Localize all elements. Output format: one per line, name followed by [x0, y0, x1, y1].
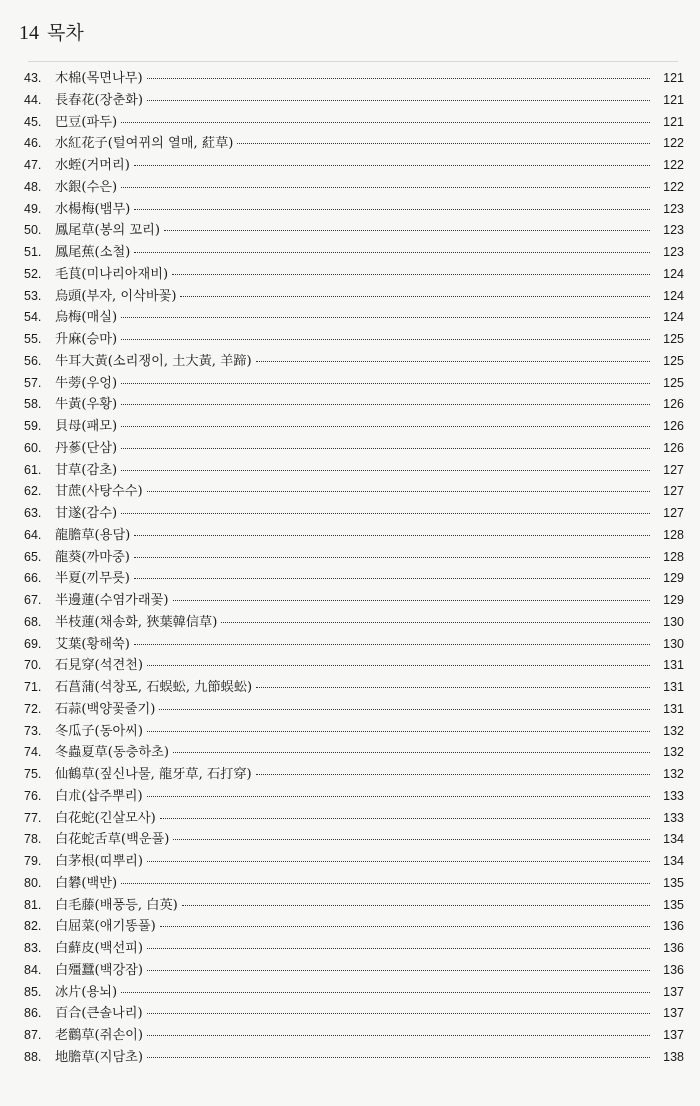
dot-leader	[147, 78, 650, 79]
entry-number: 72.	[24, 701, 42, 716]
toc-entry[interactable]	[24, 829, 684, 851]
entry-page-number: 129	[663, 593, 684, 607]
toc-entry[interactable]	[24, 568, 684, 590]
entry-title: 百合(큰솔나리)	[55, 1006, 143, 1022]
page-number: 14	[19, 22, 39, 44]
entry-page-number: 123	[663, 223, 684, 238]
entry-title: 升麻(승마)	[55, 332, 118, 347]
dot-leader	[121, 513, 650, 514]
entry-number: 48.	[24, 179, 42, 194]
toc-entry[interactable]	[24, 851, 684, 873]
toc-entry[interactable]	[24, 199, 684, 221]
toc-entry[interactable]	[24, 329, 684, 351]
dot-leader	[121, 426, 650, 427]
entry-title: 白茅根(띠뿌리)	[55, 854, 144, 869]
entry-number: 52.	[24, 266, 42, 281]
entry-number: 62.	[24, 484, 42, 499]
toc-entry[interactable]	[24, 655, 684, 677]
dot-leader	[172, 274, 650, 275]
dot-leader	[121, 448, 650, 449]
dot-leader	[134, 165, 650, 166]
entry-number: 77.	[24, 810, 42, 825]
dot-leader	[147, 491, 650, 492]
entry-number: 88.	[24, 1049, 42, 1064]
entry-title: 龍葵(까마중)	[55, 549, 130, 565]
toc-entry[interactable]	[24, 90, 684, 112]
dot-leader	[147, 665, 650, 666]
dot-leader	[182, 905, 650, 906]
entry-number: 56.	[24, 353, 42, 368]
entry-page-number: 136	[663, 919, 684, 934]
toc-entry[interactable]	[24, 438, 684, 460]
toc-entry[interactable]	[24, 547, 684, 569]
entry-title: 地膽草(지담초)	[55, 1049, 144, 1065]
entry-title: 艾葉(황해쑥)	[55, 636, 130, 652]
toc-entry[interactable]	[24, 460, 684, 482]
toc-entry[interactable]	[24, 68, 684, 90]
entry-title: 半枝蓮(채송화, 狹葉韓信草)	[55, 614, 218, 630]
entry-title: 冬瓜子(동아씨)	[55, 723, 144, 739]
entry-title: 白朮(삽주뿌리)	[55, 788, 143, 804]
entry-page-number: 132	[663, 723, 684, 738]
entry-number: 59.	[24, 419, 42, 433]
entry-page-number: 126	[663, 419, 684, 433]
entry-number: 74.	[24, 745, 42, 760]
dot-leader	[134, 535, 650, 536]
toc-entry[interactable]	[24, 634, 684, 656]
toc-entry[interactable]	[24, 133, 684, 155]
entry-title: 甘蔗(사탕수수)	[55, 484, 143, 500]
entry-page-number: 132	[663, 767, 684, 781]
toc-entry[interactable]	[24, 721, 684, 743]
entry-number: 79.	[24, 854, 42, 868]
entry-title: 白礬(백반)	[55, 875, 118, 891]
entry-number: 55.	[24, 332, 42, 346]
entry-page-number: 134	[663, 854, 684, 868]
entry-title: 白花蛇舌草(백운풀)	[55, 832, 170, 848]
entry-number: 45.	[24, 114, 42, 129]
entry-page-number: 134	[663, 832, 684, 847]
dot-leader	[134, 252, 650, 253]
dot-leader	[121, 187, 650, 188]
entry-number: 85.	[24, 984, 42, 999]
entry-number: 78.	[24, 832, 42, 847]
entry-number: 61.	[24, 462, 42, 477]
entry-title: 鳳尾蕉(소철)	[55, 245, 131, 260]
entry-title: 白殭蠶(백강잠)	[55, 962, 144, 978]
dot-leader	[159, 709, 650, 710]
entry-title: 半夏(끼무릇)	[55, 571, 130, 587]
entry-title: 冬蟲夏草(동충하초)	[55, 745, 169, 761]
toc-entry[interactable]	[24, 677, 684, 699]
entry-page-number: 136	[663, 941, 684, 955]
entry-page-number: 130	[663, 614, 684, 629]
dot-leader	[237, 143, 650, 144]
entry-number: 60.	[24, 440, 42, 455]
toc-entry[interactable]	[24, 808, 684, 830]
entry-number: 47.	[24, 158, 42, 172]
dot-leader	[134, 209, 650, 210]
entry-number: 67.	[24, 593, 42, 607]
entry-title: 丹蔘(단삼)	[55, 440, 118, 456]
entry-page-number: 133	[663, 788, 684, 803]
entry-title: 石見穿(석견천)	[55, 658, 144, 674]
entry-page-number: 129	[663, 571, 684, 586]
entry-title: 鳳尾草(봉의 꼬리)	[55, 223, 161, 239]
toc-entry[interactable]	[24, 394, 684, 416]
entry-number: 82.	[24, 919, 42, 934]
entry-number: 44.	[24, 92, 42, 107]
toc-entry[interactable]	[24, 873, 684, 895]
entry-title: 牛黃(우황)	[55, 397, 118, 413]
entry-number: 70.	[24, 658, 42, 673]
toc-entry[interactable]	[24, 155, 684, 177]
entry-title: 石菖蒲(석창포, 石蜈蚣, 九節蜈蚣)	[55, 680, 253, 695]
dot-leader	[173, 839, 650, 840]
entry-title: 毛茛(미나리아재비)	[55, 266, 169, 282]
dot-leader	[134, 557, 650, 558]
entry-number: 49.	[24, 201, 42, 216]
entry-title: 水楊梅(뱀무)	[55, 201, 131, 217]
entry-page-number: 135	[663, 875, 684, 890]
entry-page-number: 131	[663, 658, 684, 673]
entry-page-number: 136	[663, 962, 684, 977]
entry-number: 69.	[24, 636, 42, 651]
entry-number: 76.	[24, 788, 42, 803]
dot-leader	[121, 122, 650, 123]
dot-leader	[256, 361, 650, 362]
toc-entry[interactable]	[24, 264, 684, 286]
dot-leader	[121, 317, 650, 318]
table-of-contents	[24, 68, 684, 1069]
toc-entry[interactable]	[24, 764, 684, 786]
toc-entry[interactable]	[24, 786, 684, 808]
entry-page-number: 126	[663, 397, 684, 412]
entry-page-number: 128	[663, 527, 684, 542]
toc-entry[interactable]	[24, 503, 684, 525]
entry-number: 63.	[24, 506, 42, 520]
entry-title: 甘草(감초)	[55, 462, 118, 478]
entry-number: 81.	[24, 897, 42, 912]
entry-page-number: 124	[663, 266, 684, 281]
entry-title: 牛耳大黃(소리쟁이, 土大黃, 羊蹄)	[55, 353, 252, 369]
entry-title: 白花蛇(긴살모사)	[55, 810, 156, 826]
entry-page-number: 126	[663, 440, 684, 455]
entry-title: 水蛭(거머리)	[55, 158, 130, 173]
toc-entry[interactable]	[24, 525, 684, 547]
entry-number: 86.	[24, 1006, 42, 1021]
entry-page-number: 122	[663, 158, 684, 172]
entry-page-number: 133	[663, 810, 684, 825]
entry-page-number: 121	[663, 71, 684, 85]
entry-page-number: 125	[663, 375, 684, 390]
dot-leader	[121, 992, 650, 993]
dot-leader	[147, 1035, 650, 1036]
entry-number: 68.	[24, 614, 42, 629]
entry-number: 65.	[24, 549, 42, 564]
toc-entry[interactable]	[24, 351, 684, 373]
toc-entry[interactable]	[24, 916, 684, 938]
dot-leader	[121, 404, 650, 405]
entry-number: 54.	[24, 310, 42, 325]
entry-title: 仙鶴草(짚신나물, 龍牙草, 石打穿)	[55, 767, 252, 782]
toc-entry[interactable]	[24, 742, 684, 764]
entry-number: 84.	[24, 962, 42, 977]
toc-entry[interactable]	[24, 481, 684, 503]
entry-page-number: 128	[663, 549, 684, 564]
entry-title: 烏頭(부자, 이삭바꽃)	[55, 288, 177, 304]
entry-title: 牛蒡(우엉)	[55, 375, 118, 391]
entry-number: 58.	[24, 397, 42, 412]
dot-leader	[147, 796, 650, 797]
entry-number: 57.	[24, 375, 42, 390]
toc-entry[interactable]	[24, 177, 684, 199]
entry-page-number: 137	[663, 984, 684, 999]
dot-leader	[121, 383, 650, 384]
dot-leader	[147, 100, 650, 101]
entry-title: 巴豆(파두)	[55, 114, 118, 130]
entry-page-number: 137	[663, 1006, 684, 1021]
dot-leader	[221, 622, 650, 623]
toc-entry[interactable]	[24, 895, 684, 917]
dot-leader	[147, 861, 650, 862]
toc-entry[interactable]	[24, 1047, 684, 1069]
entry-page-number: 131	[663, 701, 684, 716]
entry-page-number: 122	[663, 136, 684, 151]
entry-page-number: 124	[663, 288, 684, 303]
dot-leader	[180, 296, 650, 297]
toc-entry[interactable]	[24, 590, 684, 612]
dot-leader	[147, 1057, 650, 1058]
dot-leader	[256, 774, 650, 775]
toc-entry[interactable]	[24, 373, 684, 395]
entry-number: 71.	[24, 680, 42, 694]
entry-number: 50.	[24, 223, 42, 238]
entry-title: 白毛藤(배풍등, 白英)	[55, 897, 178, 913]
entry-page-number: 123	[663, 245, 684, 259]
entry-page-number: 125	[663, 332, 684, 346]
dot-leader	[160, 818, 650, 819]
dot-leader	[121, 470, 650, 471]
entry-number: 80.	[24, 875, 42, 890]
entry-page-number: 132	[663, 745, 684, 760]
entry-page-number: 138	[663, 1049, 684, 1064]
entry-number: 66.	[24, 571, 42, 586]
toc-entry[interactable]	[24, 286, 684, 308]
entry-title: 水紅花子(털여뀌의 열매, 葒草)	[55, 136, 234, 152]
page-title: 목차	[47, 22, 84, 44]
dot-leader	[147, 1013, 650, 1014]
entry-page-number: 127	[663, 484, 684, 499]
dot-leader	[173, 600, 650, 601]
dot-leader	[147, 731, 650, 732]
toc-entry[interactable]	[24, 416, 684, 438]
entry-page-number: 121	[663, 92, 684, 107]
entry-number: 64.	[24, 527, 42, 542]
dot-leader	[121, 339, 650, 340]
entry-page-number: 135	[663, 897, 684, 912]
page-header	[19, 18, 84, 45]
dot-leader	[160, 926, 650, 927]
dot-leader	[121, 883, 650, 884]
toc-entry[interactable]	[24, 960, 684, 982]
dot-leader	[256, 687, 650, 688]
entry-page-number: 127	[663, 506, 684, 520]
header-divider	[28, 61, 678, 62]
toc-entry[interactable]	[24, 112, 684, 134]
entry-title: 老鸛草(쥐손이)	[55, 1028, 144, 1043]
entry-title: 貝母(패모)	[55, 419, 118, 434]
toc-entry[interactable]	[24, 307, 684, 329]
entry-page-number: 127	[663, 462, 684, 477]
entry-number: 51.	[24, 245, 42, 259]
toc-entry[interactable]	[24, 220, 684, 242]
entry-title: 水銀(수은)	[55, 179, 118, 195]
dot-leader	[147, 970, 650, 971]
entry-title: 白蘚皮(백선피)	[55, 941, 144, 956]
toc-entry[interactable]	[24, 1025, 684, 1047]
entry-number: 43.	[24, 71, 42, 85]
entry-page-number: 121	[663, 114, 684, 129]
entry-title: 白屈菜(애기똥풀)	[55, 919, 156, 935]
entry-title: 石蒜(백양꽃줄기)	[55, 701, 156, 717]
entry-page-number: 125	[663, 353, 684, 368]
entry-title: 烏梅(매실)	[55, 310, 118, 326]
entry-page-number: 137	[663, 1028, 684, 1042]
entry-page-number: 123	[663, 201, 684, 216]
dot-leader	[173, 752, 650, 753]
entry-number: 87.	[24, 1028, 42, 1042]
dot-leader	[134, 644, 650, 645]
entry-number: 83.	[24, 941, 42, 955]
entry-number: 46.	[24, 136, 42, 151]
toc-entry[interactable]	[24, 612, 684, 634]
entry-page-number: 131	[663, 680, 684, 694]
entry-title: 半邊蓮(수염가래꽃)	[55, 593, 169, 608]
toc-entry[interactable]	[24, 938, 684, 960]
toc-entry[interactable]	[24, 699, 684, 721]
entry-number: 73.	[24, 723, 42, 738]
entry-number: 53.	[24, 288, 42, 303]
entry-title: 冰片(용뇌)	[55, 984, 118, 1000]
toc-entry[interactable]	[24, 1003, 684, 1025]
toc-entry[interactable]	[24, 242, 684, 264]
entry-title: 甘遂(감수)	[55, 506, 118, 521]
entry-page-number: 122	[663, 179, 684, 194]
dot-leader	[164, 230, 650, 231]
entry-title: 龍膽草(용담)	[55, 527, 131, 543]
entry-page-number: 130	[663, 636, 684, 651]
entry-title: 長春花(장춘화)	[55, 92, 144, 108]
entry-number: 75.	[24, 767, 42, 781]
entry-title: 木棉(목면나무)	[55, 71, 143, 86]
entry-page-number: 124	[663, 310, 684, 325]
dot-leader	[134, 578, 650, 579]
dot-leader	[147, 948, 650, 949]
toc-entry[interactable]	[24, 982, 684, 1004]
